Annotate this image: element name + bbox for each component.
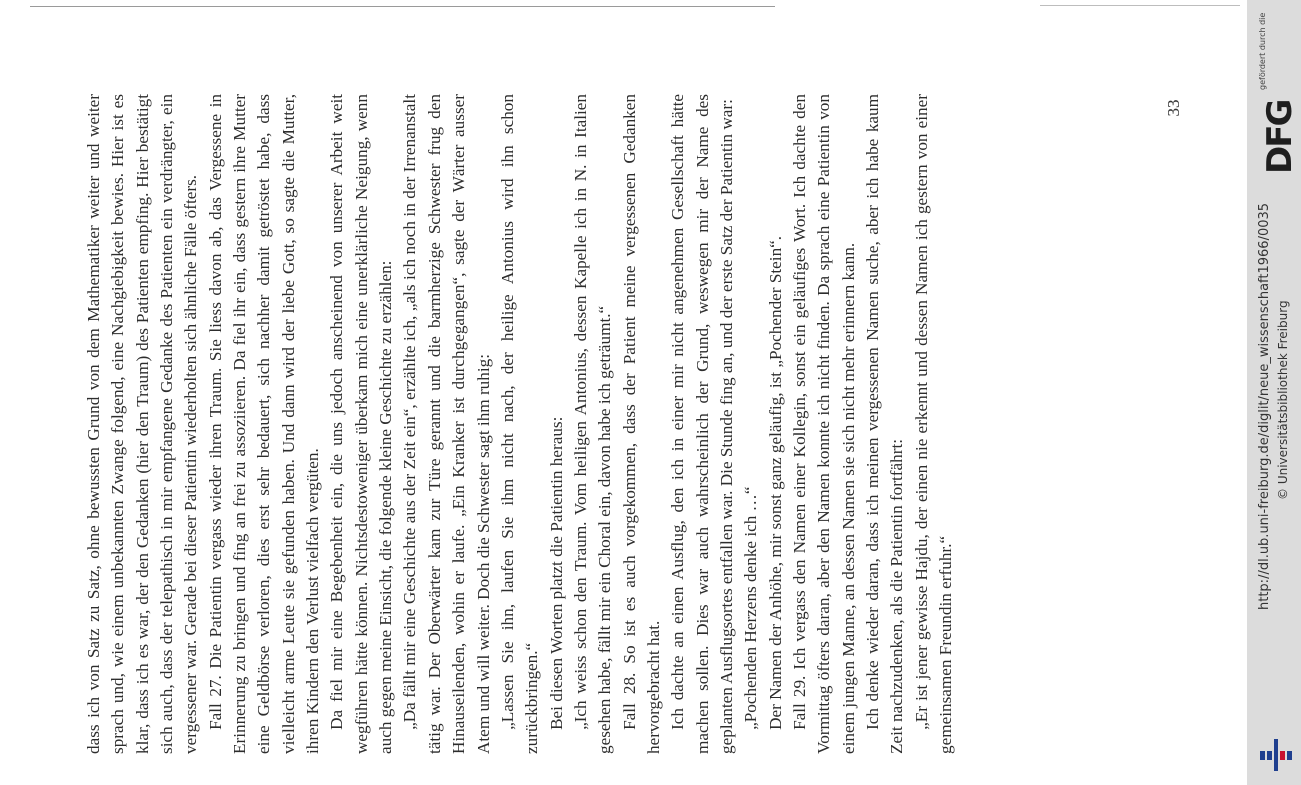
paragraph: „Pochenden Herzens denke ich …“: [741, 486, 761, 730]
paragraph: dass ich von Satz zu Satz, ohne bewussten Grund von dem Mathematiker weiter und weiter sprach und, wie einem unbekannten Zwange folgend, eine Nachgiebigkeit bewies. Hier ist es klar, dass ich es war, der den Gedanken (hier den Traum) des Patienten empfing. Hier bestätigt sich auch, dass der telepathisch in mir empfangene Gedanke des Patienten ein verdrängter, ein vergessener war. Gerade bei dieser Patientin wiederholten sich ähnliche Fälle öfters.: [84, 94, 201, 754]
page-number: 33: [1164, 99, 1183, 117]
funding-note: gefördert durch die: [1258, 12, 1267, 90]
permalink-url[interactable]: http://dl.ub.uni-freiburg.de/diglit/neue_wissenschaft1966/0035: [1257, 202, 1272, 610]
paragraph: Da fiel mir eine Begebenheit ein, die uns jedoch anscheinend von unserer Arbeit weit wegführen hätte können. Nichtsdestoweniger überkam mich eine unerklärliche Neigung, wenn auch gegen meine Einsicht, die folgende kleine Geschichte zu erzählen:: [327, 94, 396, 754]
scan-edge-line-right: [1040, 5, 1240, 6]
paragraph: „Da fällt mir eine Geschichte aus der Zeit ein“, erzählte ich, „als ich noch in der Irrenanstalt tätig war. Der Oberwärter kam zur Türe gerannt und die barmherzige Schwester frug den Hinauseilenden, wohin er laufe. „Ein Kranker ist durchgegangen“, sagte der Wärter ausser Atem und will weiter. Doch die Schwester sagt ihm ruhig:: [400, 94, 493, 754]
paragraph: Bei diesen Worten platzt die Patientin heraus:: [546, 416, 566, 730]
dfg-logo: DFG: [1260, 100, 1300, 174]
logo-bar: [1274, 739, 1278, 771]
paragraph-fall-27: Fall 27. Die Patientin vergass wieder ihren Traum. Sie liess davon ab, das Vergessene in Erinnerung zu bringen und fing an frei zu assoziieren. Da fiel ihr ein, dass gestern ihre Mutter eine Geldbörse verloren, dies erst sehr bedauert, sich nachher damit getröstet habe, dass vielleicht arme Leute sie gefunden haben. Und dann wird der liebe Gott, so sagte die Mutter, ihren Kindern den Verlust vielfach vergüten.: [205, 94, 323, 754]
paragraph-fall-29: Fall 29. Ich vergass den Namen einer Kollegin, sonst ein geläufiges Wort. Ich dachte den Vormittag öfters daran, aber den Namen konnte ich nicht finden. Da sprach eine Patientin von einem jungen Manne, an dessen Namen sie sich nicht mehr erinnern kann.: [789, 94, 858, 754]
paragraph: „Er ist jener gewisse Hajdu, der einen nie erkennt und dessen Namen ich gestern von einer gemeinsamen Freundin erfuhr.“: [911, 94, 956, 754]
paragraph: „Ich weiss schon den Traum. Vom heiligen Antonius, dessen Kapelle ich in N. in Italien gesehen habe, fällt mir ein Choral ein, davon habe ich geträumt.“: [570, 94, 615, 754]
logo-bar-red: [1280, 751, 1285, 760]
book-text-block: [82, 94, 1112, 754]
paragraph: Der Namen der Anhöhe, mir sonst ganz geläufig, ist „Pochender Stein“.: [765, 235, 785, 730]
ub-freiburg-logo-icon: [1256, 735, 1296, 775]
logo-bar: [1287, 751, 1292, 760]
logo-bar: [1267, 751, 1272, 760]
paragraph: Ich denke wieder daran, dass ich meinen vergessenen Namen suche, aber ich habe kaum Zeit nachzudenken, als die Patientin fortfährt:: [863, 94, 907, 754]
copyright-notice: © Universitätsbibliothek Freiburg: [1276, 300, 1290, 500]
scan-edge-line: [30, 6, 775, 7]
paragraph-fall-28: Fall 28. So ist es auch vorgekommen, dass der Patient meine vergessenen Gedanken hervorgebracht hat.: [619, 94, 663, 754]
paragraph: „Lassen Sie ihn, laufen Sie ihm nicht nach, der heilige Antonius wird ihn schon zurückbringen.“: [497, 94, 542, 754]
paragraph: Ich dachte an einen Ausflug, den ich in einer mir nicht angenehmen Gesellschaft hätte machen sollen. Dies war auch wahrscheinlich der Grund, weswegen mir der Name des geplanten Ausflugsortes entfallen war. Die Stunde fing an, und der erste Satz der Patientin war:: [668, 94, 736, 754]
logo-bar: [1260, 751, 1265, 760]
